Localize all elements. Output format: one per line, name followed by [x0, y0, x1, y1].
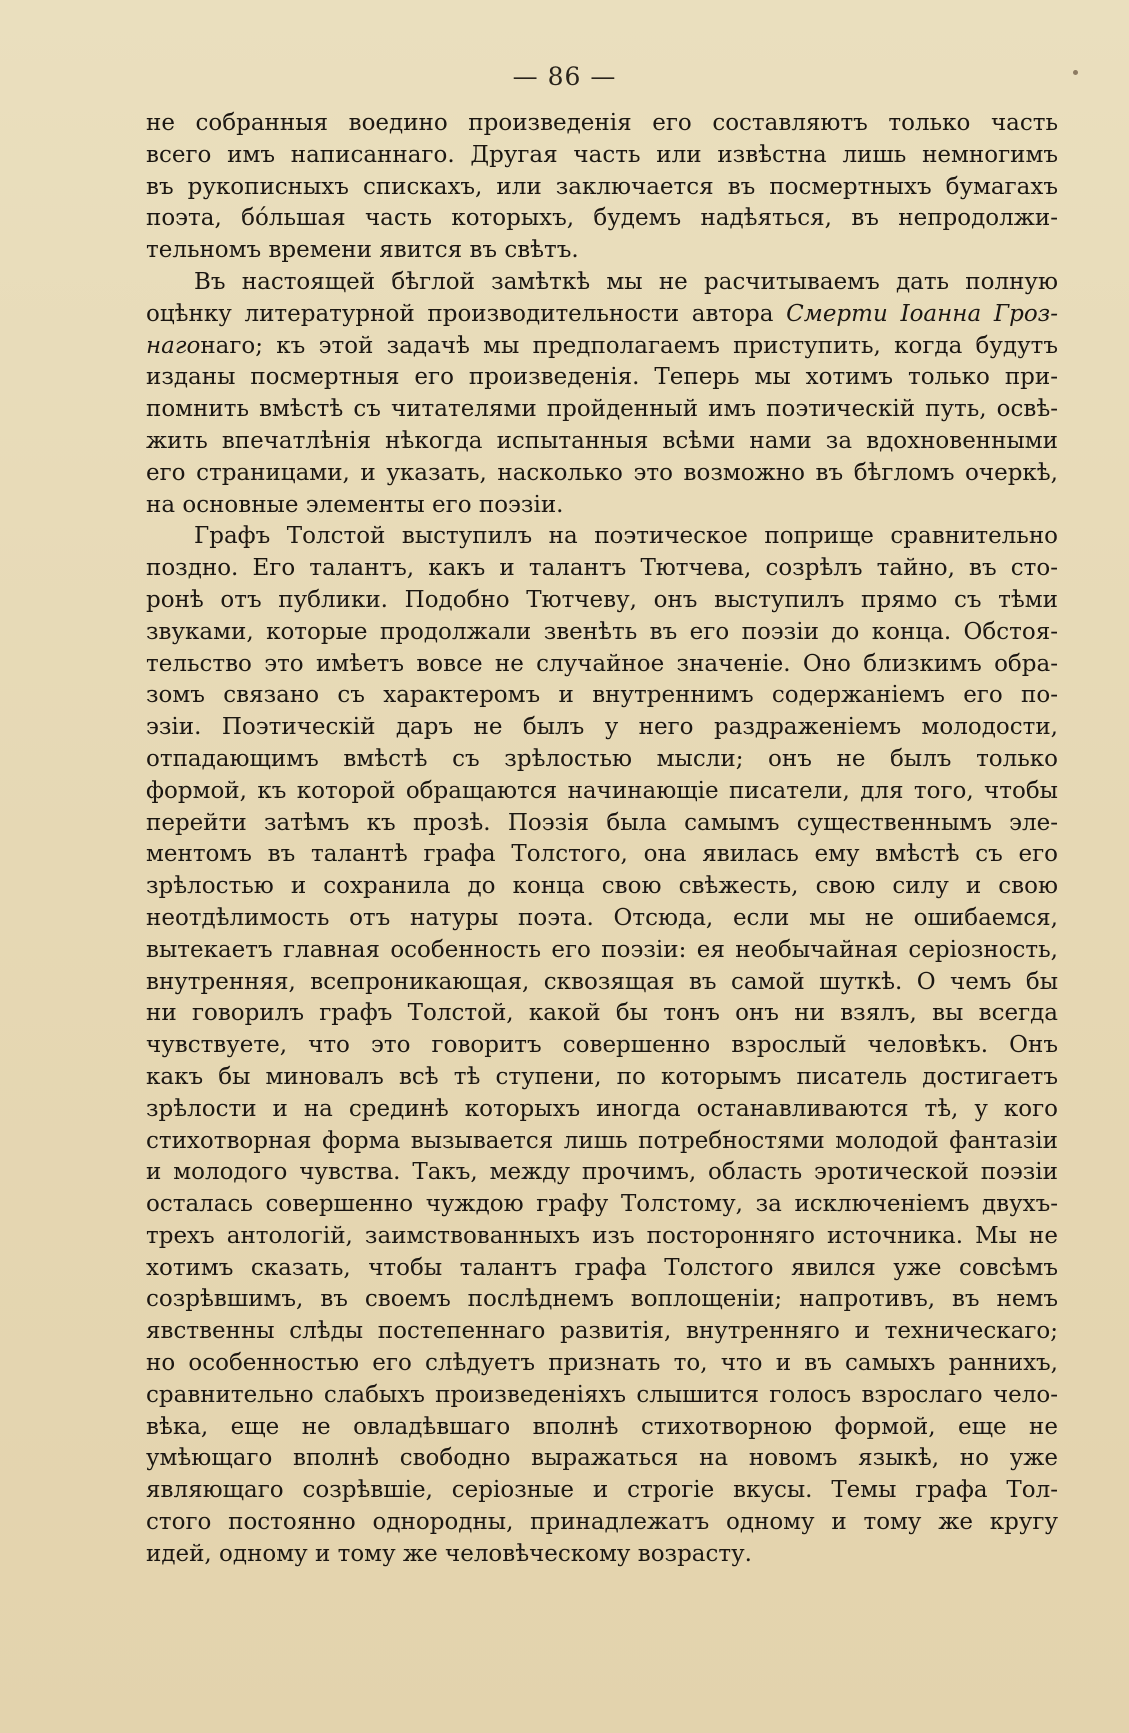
text-line: формой, къ которой обращаются начинающіе писатели, для того, чтобы [146, 777, 1058, 804]
text-line: зомъ связано съ характеромъ и внутреннимъ содержаніемъ его по- [146, 682, 1058, 709]
text-line: внутренняя, всепроникающая, сквозящая въ самой шуткѣ. О чемъ бы [146, 968, 1058, 995]
text-line: отпадающимъ вмѣстѣ съ зрѣлостью мысли; онъ не былъ только [146, 745, 1058, 772]
text-line: стихотворная форма вызывается лишь потребностями молодой фантазіи [146, 1127, 1058, 1154]
text-line: осталась совершенно чуждою графу Толстому, за исключеніемъ двухъ- [146, 1191, 1058, 1218]
text-line: умѣющаго вполнѣ свободно выражаться на новомъ языкѣ, но уже [146, 1445, 1058, 1472]
text-line: сравнительно слабыхъ произведеніяхъ слышится голосъ взрослаго чело- [146, 1381, 1058, 1408]
text-line: его страницами, и указать, насколько это возможно въ бѣгломъ очеркѣ, [146, 459, 1058, 486]
text-line: на основные элементы его поэзіи. [146, 491, 564, 518]
body-text [146, 108, 1058, 1571]
text-line: эзіи. Поэтическій даръ не былъ у него раздраженіемъ молодости, [146, 714, 1058, 741]
text-line: стого постоянно однородны, принадлежатъ одному и тому же кругу [146, 1509, 1058, 1536]
text-line: ментомъ въ талантѣ графа Толстого, она явилась ему вмѣстѣ съ его [146, 841, 1058, 868]
text-line: зрѣлостью и сохранила до конца свою свѣжесть, свою силу и свою [146, 873, 1058, 900]
text-line: жить впечатлѣнія нѣкогда испытанныя всѣми нами за вдохновенными [146, 427, 1058, 454]
text-line: помнить вмѣстѣ съ читателями пройденный имъ поэтическій путь, освѣ- [146, 396, 1058, 423]
text-line: чувствуете, что это говоритъ совершенно взрослый человѣкъ. Онъ [146, 1032, 1058, 1059]
print-speck [1073, 70, 1078, 75]
text-line: зрѣлости и на срединѣ которыхъ иногда останавливаются тѣ, у кого [146, 1095, 1058, 1122]
italic-title: наго [146, 332, 201, 359]
text-line: идей, одному и тому же человѣческому возрасту. [146, 1540, 752, 1567]
text-line: вѣка, еще не овладѣвшаго вполнѣ стихотворною формой, еще не [146, 1413, 1058, 1440]
text-line: перейти затѣмъ къ прозѣ. Поэзія была самымъ существеннымъ эле- [146, 809, 1058, 836]
text-line: созрѣвшимъ, въ своемъ послѣднемъ воплощеніи; напротивъ, въ немъ [146, 1286, 1058, 1313]
text-line: являющаго созрѣвшіе, серіозные и строгіе вкусы. Темы графа Тол- [146, 1477, 1058, 1504]
text-line: Графъ Толстой выступилъ на поэтическое поприще сравнительно [194, 523, 1058, 550]
text-line: но особенностью его слѣдуетъ признать то, что и въ самыхъ раннихъ, [146, 1350, 1058, 1377]
text-line: тельство это имѣетъ вовсе не случайное значеніе. Оно близкимъ обра- [146, 650, 1058, 677]
text-line: ронѣ отъ публики. Подобно Тютчеву, онъ выступилъ прямо съ тѣми [146, 586, 1058, 613]
text-line: не собранныя воедино произведенія его составляютъ только часть [146, 110, 1058, 136]
text-line: ни говорилъ графъ Толстой, какой бы тонъ онъ ни взялъ, вы всегда [146, 1000, 1058, 1027]
italic-title: Смерти Іоанна Гроз- [786, 300, 1058, 327]
text-line: поздно. Его талантъ, какъ и талантъ Тютчева, созрѣлъ тайно, въ сто- [146, 555, 1058, 582]
text-line: въ рукописныхъ спискахъ, или заключается въ посмертныхъ бумагахъ [146, 173, 1058, 200]
paragraph [146, 267, 1058, 521]
text-line [146, 331, 1058, 363]
text-line: поэта, бо́льшая часть которыхъ, будемъ надѣяться, въ непродолжи- [146, 205, 1058, 232]
text-line: изданы посмертныя его произведенія. Теперь мы хотимъ только при- [146, 364, 1058, 391]
text-line: какъ бы миновалъ всѣ тѣ ступени, по которымъ писатель достигаетъ [146, 1063, 1058, 1090]
paragraph [146, 108, 1058, 267]
text-line: хотимъ сказать, чтобы талантъ графа Толстого явился уже совсѣмъ [146, 1254, 1058, 1281]
text-line: неотдѣлимость отъ натуры поэта. Отсюда, если мы не ошибаемся, [146, 904, 1058, 931]
text-segment: наго; къ этой задачѣ мы предполагаемъ приступить, когда будутъ [200, 332, 1058, 359]
text-line: трехъ антологій, заимствованныхъ изъ посторонняго источника. Мы не [146, 1222, 1058, 1249]
text-line: тельномъ времени явится въ свѣтъ. [146, 237, 579, 264]
text-line: всего имъ написаннаго. Другая часть или извѣстна лишь немногимъ [146, 141, 1058, 168]
text-line: явственны слѣды постепеннаго развитія, внутренняго и техническаго; [146, 1318, 1058, 1345]
text-line: вытекаетъ главная особенность его поэзіи: ея необычайная серіозность, [146, 936, 1058, 963]
text-line: и молодого чувства. Такъ, между прочимъ, область эротической поэзіи [146, 1159, 1058, 1186]
text-line: звуками, которые продолжали звенѣть въ его поэзіи до конца. Обстоя- [146, 618, 1058, 645]
text-segment: оцѣнку литературной производительности автора [146, 300, 787, 327]
text-line: Въ настоящей бѣглой замѣткѣ мы не расчитываемъ дать полную [194, 268, 1058, 295]
text-line [146, 299, 1058, 331]
paragraph [146, 521, 1058, 1570]
page-number: — 86 — [512, 62, 617, 91]
